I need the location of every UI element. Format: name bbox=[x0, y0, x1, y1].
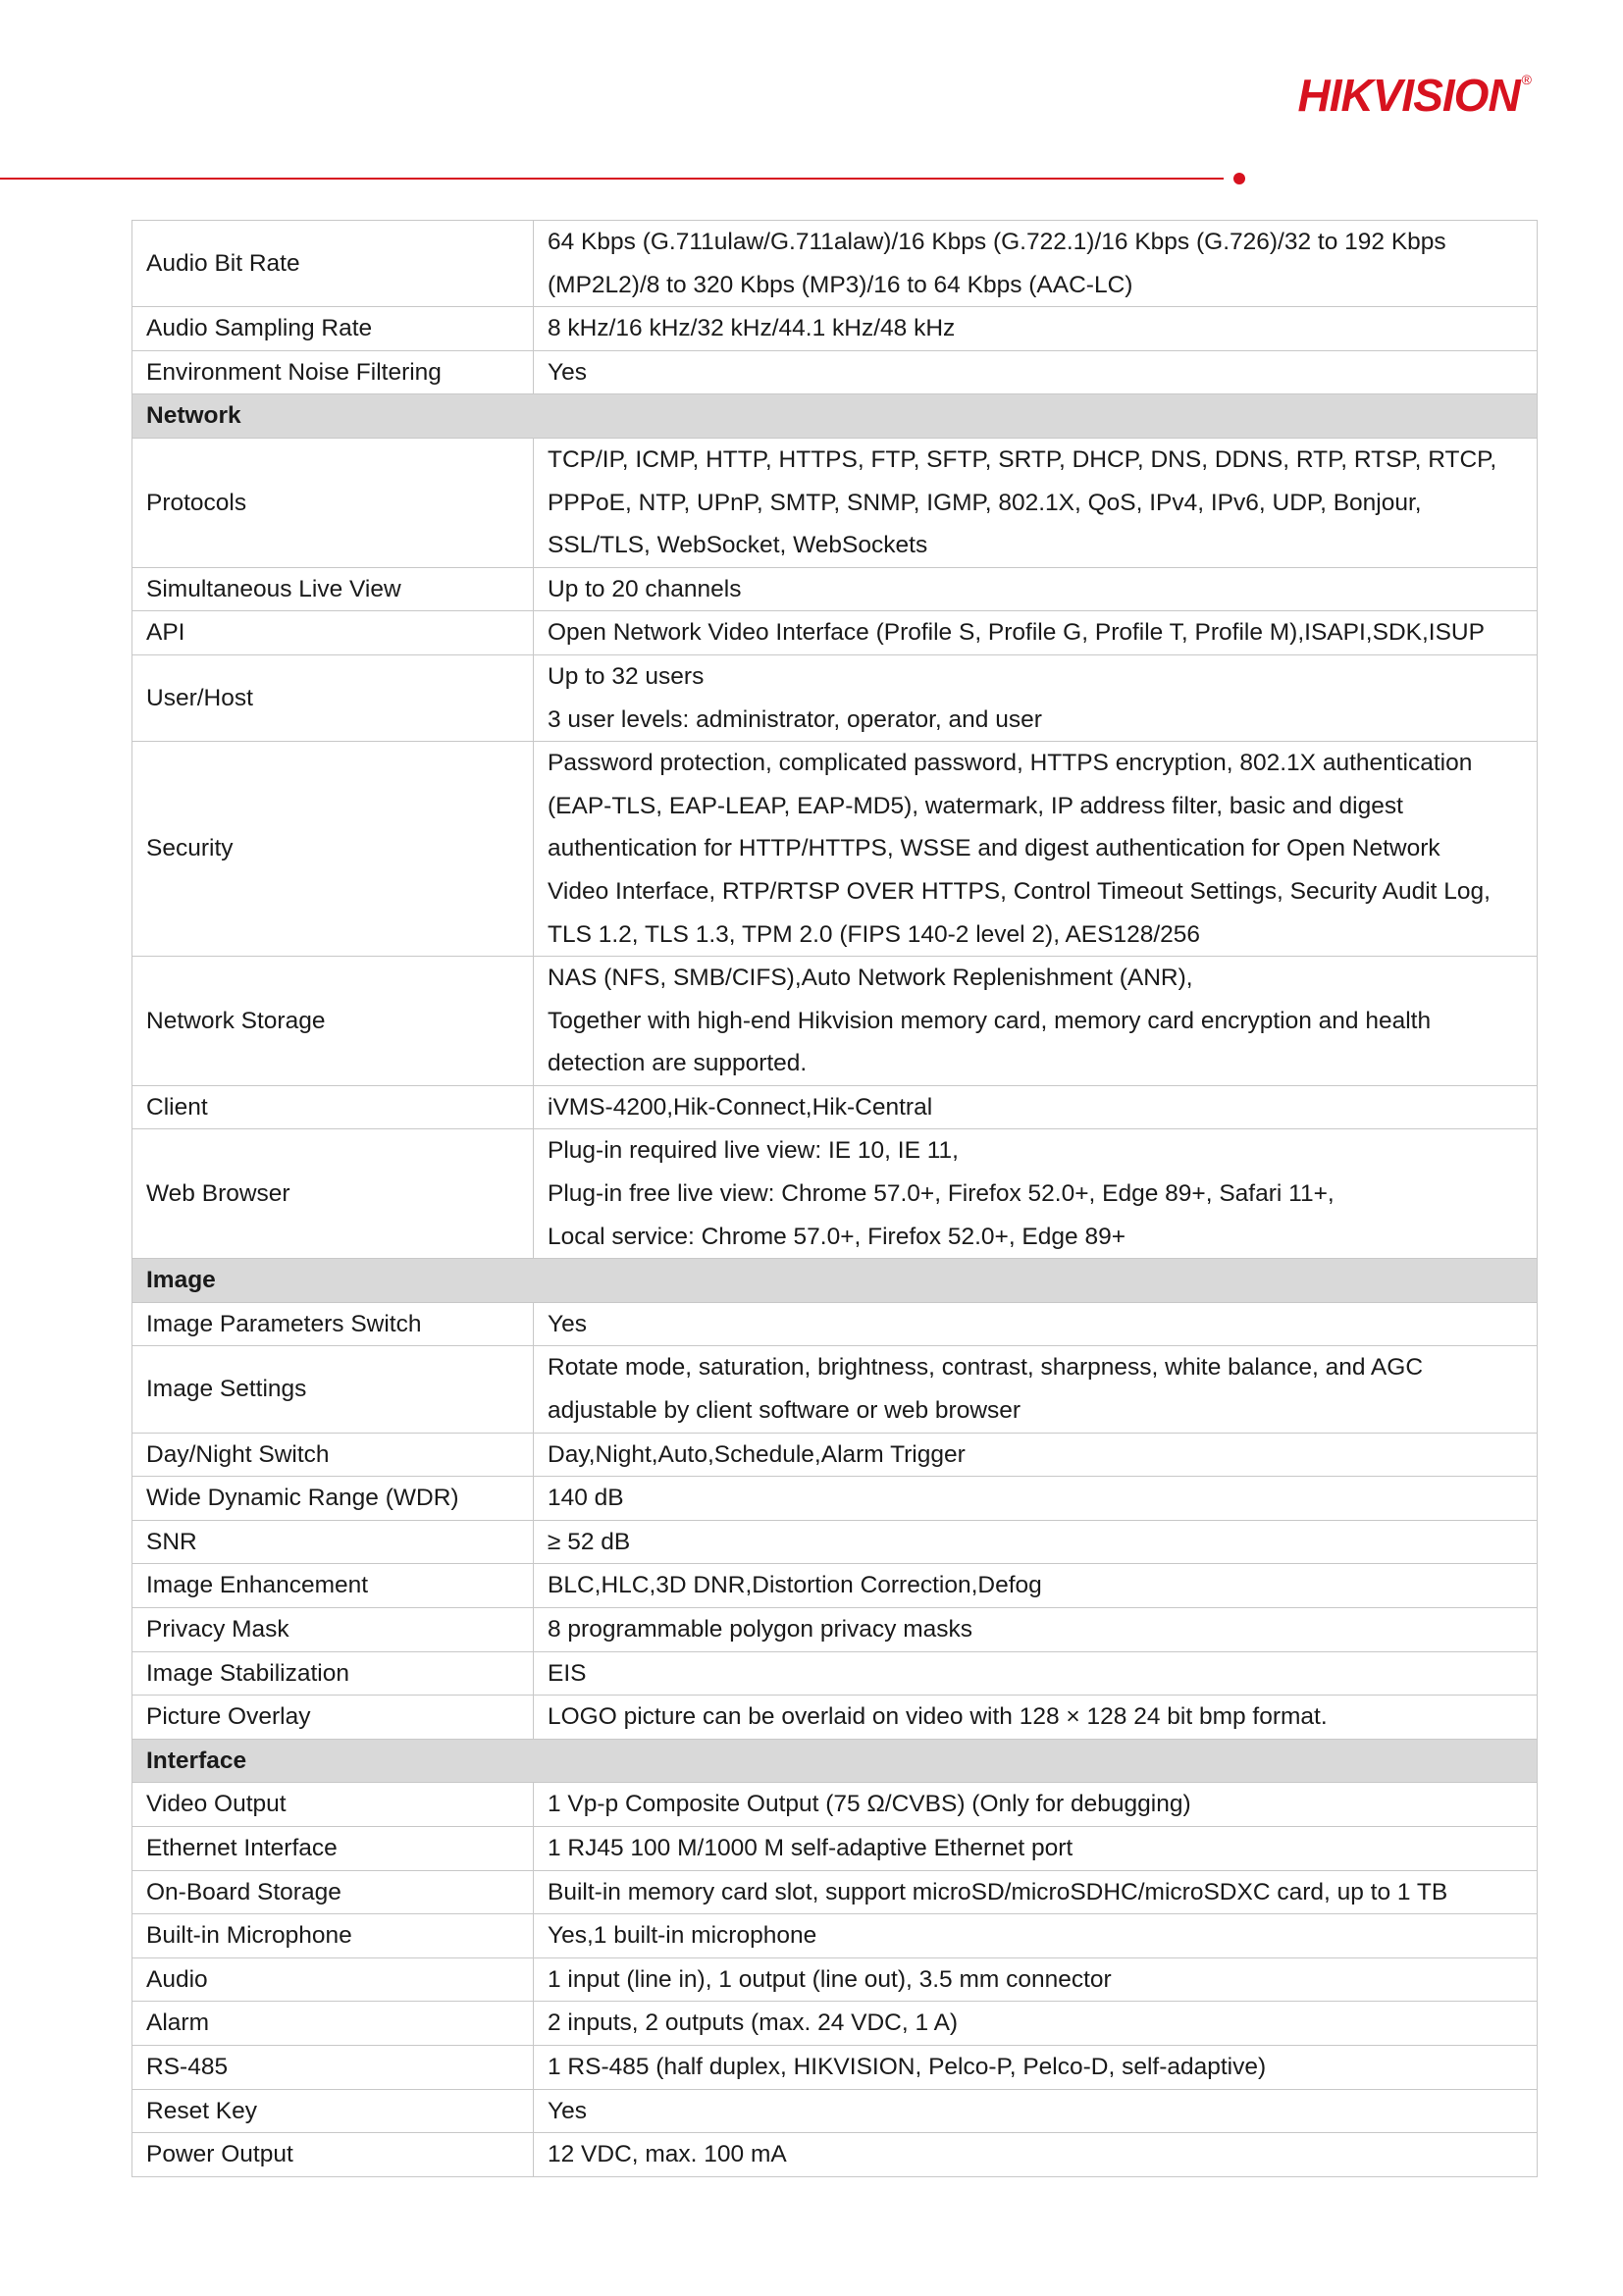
spec-label: Web Browser bbox=[132, 1129, 534, 1259]
registered-mark: ® bbox=[1521, 72, 1531, 87]
spec-value-line: Rotate mode, saturation, brightness, contrast, sharpness, white balance, and AGC bbox=[548, 1354, 1424, 1382]
spec-value-line: Video Interface, RTP/RTSP OVER HTTPS, Control Timeout Settings, Security Audit Log, bbox=[548, 877, 1491, 905]
spec-value-line: 64 Kbps (G.711ulaw/G.711alaw)/16 Kbps (G.722.1)/16 Kbps (G.726)/32 to 192 Kbps bbox=[548, 229, 1446, 255]
spec-value-line: Plug-in free live view: Chrome 57.0+, Firefox 52.0+, Edge 89+, Safari 11+, bbox=[548, 1180, 1335, 1208]
spec-value-line: Yes bbox=[548, 2097, 587, 2124]
spec-table bbox=[131, 220, 1538, 2177]
spec-value-line: (EAP-TLS, EAP-LEAP, EAP-MD5), watermark, IP address filter, basic and digest bbox=[548, 792, 1403, 819]
spec-label: Network Storage bbox=[132, 957, 534, 1086]
spec-value-line: adjustable by client software or web browser bbox=[548, 1397, 1021, 1425]
spec-table-body bbox=[132, 221, 1538, 2177]
spec-row bbox=[132, 307, 1538, 351]
spec-row bbox=[132, 1870, 1538, 1914]
spec-value bbox=[534, 1914, 1538, 1958]
section-title: Image bbox=[132, 1259, 1538, 1303]
spec-row bbox=[132, 654, 1538, 741]
spec-value-line: Day,Night,Auto,Schedule,Alarm Trigger bbox=[548, 1440, 966, 1468]
section-header-row bbox=[132, 1259, 1538, 1303]
spec-value bbox=[534, 1302, 1538, 1346]
spec-label: Image Parameters Switch bbox=[132, 1302, 534, 1346]
spec-value-line: BLC,HLC,3D DNR,Distortion Correction,Defog bbox=[548, 1572, 1042, 1599]
spec-value-line: PPPoE, NTP, UPnP, SMTP, SNMP, IGMP, 802.1X, QoS, IPv4, IPv6, UDP, Bonjour, bbox=[548, 489, 1422, 516]
spec-row bbox=[132, 567, 1538, 611]
spec-value bbox=[534, 2133, 1538, 2177]
spec-value-line: detection are supported. bbox=[548, 1050, 808, 1077]
spec-value-line: Yes bbox=[548, 358, 587, 386]
spec-value-line: TCP/IP, ICMP, HTTP, HTTPS, FTP, SFTP, SRTP, DHCP, DNS, DDNS, RTP, RTSP, RTCP, bbox=[548, 445, 1497, 473]
spec-label: Privacy Mask bbox=[132, 1608, 534, 1652]
spec-value bbox=[534, 957, 1538, 1086]
spec-label: Image Enhancement bbox=[132, 1564, 534, 1608]
spec-value-line: 2 inputs, 2 outputs (max. 24 VDC, 1 A) bbox=[548, 2009, 959, 2037]
spec-value bbox=[534, 438, 1538, 567]
spec-value-line: Built-in memory card slot, support microSD/microSDHC/microSDXC card, up to 1 TB bbox=[548, 1878, 1448, 1905]
spec-value bbox=[534, 307, 1538, 351]
spec-row bbox=[132, 1651, 1538, 1696]
spec-label: Wide Dynamic Range (WDR) bbox=[132, 1477, 534, 1521]
spec-row bbox=[132, 611, 1538, 655]
spec-value bbox=[534, 1346, 1538, 1433]
spec-label: Client bbox=[132, 1085, 534, 1129]
spec-value bbox=[534, 2045, 1538, 2089]
spec-row bbox=[132, 350, 1538, 394]
spec-value-line: 8 kHz/16 kHz/32 kHz/44.1 kHz/48 kHz bbox=[548, 315, 956, 342]
spec-row bbox=[132, 2002, 1538, 2046]
spec-value-line: Plug-in required live view: IE 10, IE 11, bbox=[548, 1137, 959, 1165]
spec-label: Image Settings bbox=[132, 1346, 534, 1433]
spec-row bbox=[132, 1914, 1538, 1958]
spec-value-line: 1 Vp-p Composite Output (75 Ω/CVBS) (Only for debugging) bbox=[548, 1791, 1191, 1818]
spec-row bbox=[132, 2089, 1538, 2133]
spec-value-line: Up to 20 channels bbox=[548, 575, 742, 602]
spec-value-line: (MP2L2)/8 to 320 Kbps (MP3)/16 to 64 Kbps (AAC-LC) bbox=[548, 271, 1133, 298]
spec-value bbox=[534, 1085, 1538, 1129]
spec-label: RS-485 bbox=[132, 2045, 534, 2089]
spec-row bbox=[132, 1346, 1538, 1433]
spec-value bbox=[534, 1520, 1538, 1564]
spec-value bbox=[534, 654, 1538, 741]
spec-row bbox=[132, 221, 1538, 307]
spec-row bbox=[132, 1564, 1538, 1608]
spec-row bbox=[132, 1477, 1538, 1521]
spec-value-line: Local service: Chrome 57.0+, Firefox 52.0+, Edge 89+ bbox=[548, 1223, 1126, 1250]
spec-value bbox=[534, 1826, 1538, 1870]
header-dot bbox=[1233, 173, 1245, 184]
spec-row bbox=[132, 742, 1538, 957]
hikvision-logo bbox=[1297, 70, 1531, 121]
spec-value bbox=[534, 1651, 1538, 1696]
spec-value-line: Yes bbox=[548, 1310, 587, 1337]
spec-row bbox=[132, 2133, 1538, 2177]
spec-value-line: NAS (NFS, SMB/CIFS),Auto Network Replenishment (ANR), bbox=[548, 965, 1193, 992]
spec-label: Video Output bbox=[132, 1783, 534, 1827]
spec-value bbox=[534, 1477, 1538, 1521]
spec-label: Environment Noise Filtering bbox=[132, 350, 534, 394]
spec-row bbox=[132, 1696, 1538, 1740]
spec-value-line: 1 RS-485 (half duplex, HIKVISION, Pelco-P, Pelco-D, self-adaptive) bbox=[548, 2053, 1267, 2080]
spec-value-line: Open Network Video Interface (Profile S, Profile G, Profile T, Profile M),ISAPI,SDK,ISUP bbox=[548, 619, 1485, 647]
spec-row bbox=[132, 1957, 1538, 2002]
spec-row bbox=[132, 1826, 1538, 1870]
spec-row bbox=[132, 957, 1538, 1086]
spec-row bbox=[132, 1433, 1538, 1477]
spec-row bbox=[132, 2045, 1538, 2089]
spec-value bbox=[534, 2002, 1538, 2046]
spec-row bbox=[132, 1129, 1538, 1259]
spec-value bbox=[534, 611, 1538, 655]
spec-value bbox=[534, 350, 1538, 394]
header-rule bbox=[0, 178, 1224, 180]
spec-value-line: 3 user levels: administrator, operator, and user bbox=[548, 705, 1042, 733]
spec-value bbox=[534, 1564, 1538, 1608]
spec-row bbox=[132, 1520, 1538, 1564]
spec-label: API bbox=[132, 611, 534, 655]
spec-label: Reset Key bbox=[132, 2089, 534, 2133]
spec-value bbox=[534, 1608, 1538, 1652]
spec-value-line: Yes,1 built-in microphone bbox=[548, 1922, 817, 1950]
spec-label: Audio bbox=[132, 1957, 534, 2002]
spec-value bbox=[534, 1957, 1538, 2002]
spec-value bbox=[534, 2089, 1538, 2133]
spec-value-line: authentication for HTTP/HTTPS, WSSE and digest authentication for Open Network bbox=[548, 835, 1440, 862]
spec-value bbox=[534, 742, 1538, 957]
spec-value-line: LOGO picture can be overlaid on video with 128 × 128 24 bit bmp format. bbox=[548, 1703, 1328, 1731]
spec-value bbox=[534, 1870, 1538, 1914]
spec-label: Day/Night Switch bbox=[132, 1433, 534, 1477]
spec-row bbox=[132, 1608, 1538, 1652]
spec-label: Image Stabilization bbox=[132, 1651, 534, 1696]
section-header-row bbox=[132, 1739, 1538, 1783]
spec-label: Alarm bbox=[132, 2002, 534, 2046]
spec-value-line: 1 input (line in), 1 output (line out), 3.5 mm connector bbox=[548, 1965, 1112, 1993]
section-header-row bbox=[132, 394, 1538, 439]
spec-value-line: Together with high-end Hikvision memory card, memory card encryption and health bbox=[548, 1007, 1432, 1034]
spec-label: Picture Overlay bbox=[132, 1696, 534, 1740]
section-title: Network bbox=[132, 394, 1538, 439]
spec-label: User/Host bbox=[132, 654, 534, 741]
spec-value-line: SSL/TLS, WebSocket, WebSockets bbox=[548, 532, 928, 559]
spec-value-line: 8 programmable polygon privacy masks bbox=[548, 1616, 973, 1643]
spec-value-line: ≥ 52 dB bbox=[548, 1528, 631, 1555]
spec-label: Security bbox=[132, 742, 534, 957]
spec-row bbox=[132, 1302, 1538, 1346]
spec-label: SNR bbox=[132, 1520, 534, 1564]
spec-value-line: iVMS-4200,Hik-Connect,Hik-Central bbox=[548, 1093, 933, 1121]
spec-value bbox=[534, 1783, 1538, 1827]
spec-label: Power Output bbox=[132, 2133, 534, 2177]
spec-row bbox=[132, 1085, 1538, 1129]
spec-value-line: Up to 32 users bbox=[548, 662, 705, 690]
spec-row bbox=[132, 438, 1538, 567]
spec-value-line: TLS 1.2, TLS 1.3, TPM 2.0 (FIPS 140-2 level 2), AES128/256 bbox=[548, 920, 1201, 948]
spec-value-line: Password protection, complicated password, HTTPS encryption, 802.1X authentication bbox=[548, 750, 1473, 777]
spec-value-line: 1 RJ45 100 M/1000 M self-adaptive Ethernet port bbox=[548, 1834, 1073, 1861]
spec-value-line: EIS bbox=[548, 1659, 587, 1687]
spec-value bbox=[534, 221, 1538, 307]
spec-label: Audio Sampling Rate bbox=[132, 307, 534, 351]
logo-text: HIKVISION bbox=[1297, 70, 1520, 121]
spec-value bbox=[534, 1129, 1538, 1259]
spec-value-line: 12 VDC, max. 100 mA bbox=[548, 2141, 787, 2168]
spec-label: On-Board Storage bbox=[132, 1870, 534, 1914]
spec-row bbox=[132, 1783, 1538, 1827]
spec-label: Ethernet Interface bbox=[132, 1826, 534, 1870]
spec-value bbox=[534, 567, 1538, 611]
spec-label: Built-in Microphone bbox=[132, 1914, 534, 1958]
spec-label: Audio Bit Rate bbox=[132, 221, 534, 307]
spec-label: Protocols bbox=[132, 438, 534, 567]
spec-value bbox=[534, 1696, 1538, 1740]
section-title: Interface bbox=[132, 1739, 1538, 1783]
spec-value bbox=[534, 1433, 1538, 1477]
spec-value-line: 140 dB bbox=[548, 1485, 624, 1512]
spec-label: Simultaneous Live View bbox=[132, 567, 534, 611]
